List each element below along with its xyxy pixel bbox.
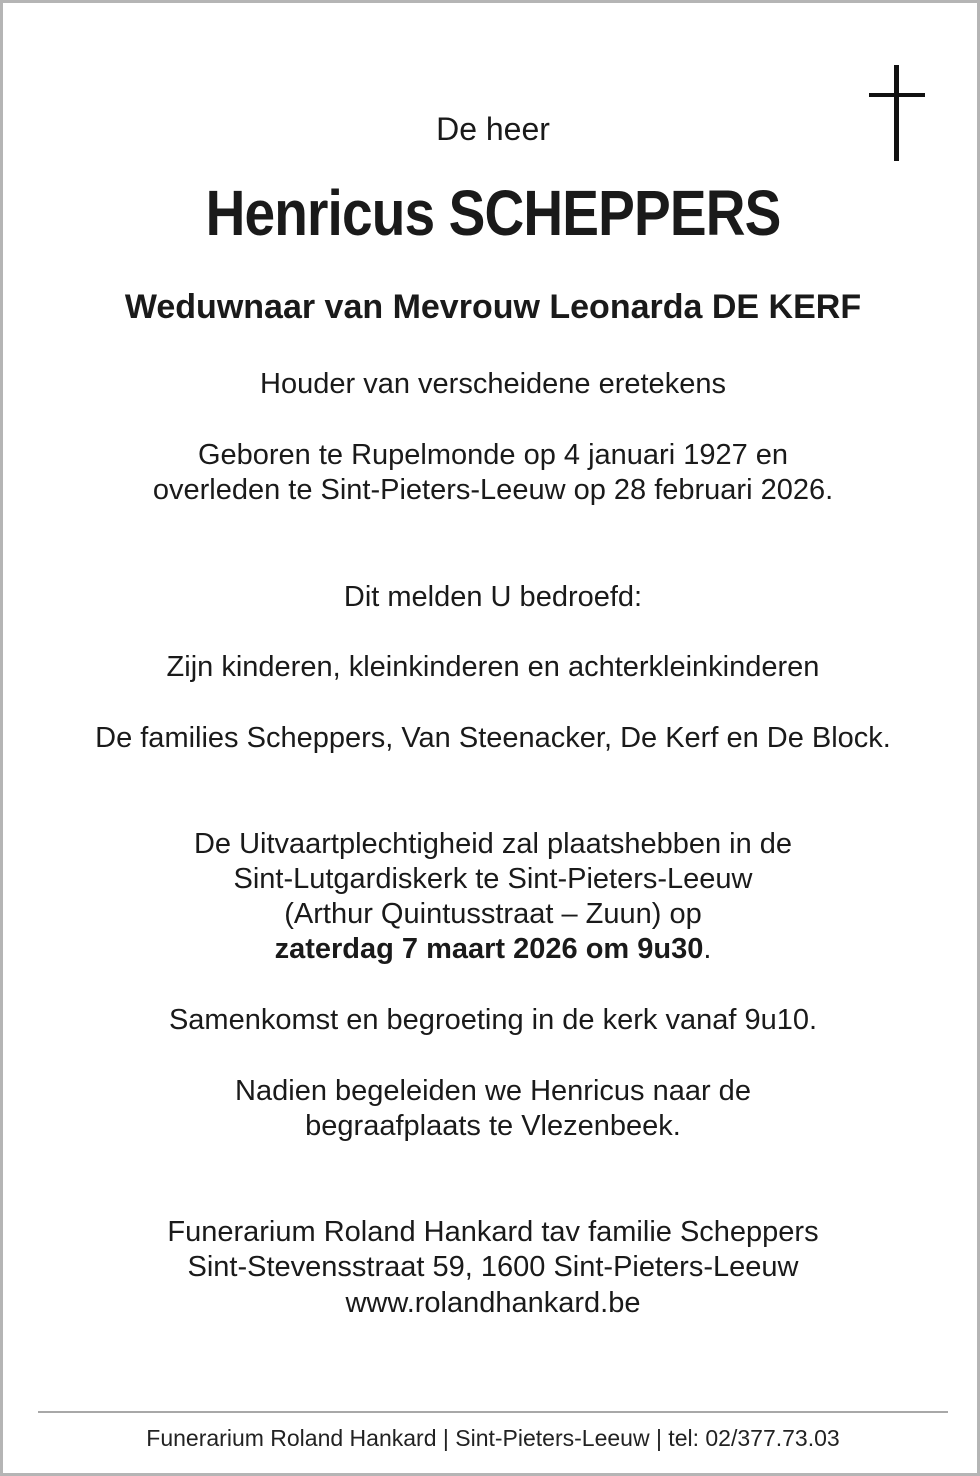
honors-line: Houder van verscheidene eretekens	[260, 368, 726, 400]
footer-divider	[38, 1411, 948, 1413]
footer-text: Funerarium Roland Hankard | Sint-Pieters-Leeuw | tel: 02/377.73.03	[146, 1425, 840, 1451]
funeral-date: zaterdag 7 maart 2026 om 9u30	[274, 933, 704, 965]
burial-line-2: begraafplaats te Vlezenbeek.	[305, 1110, 681, 1142]
families-line: De families Scheppers, Van Steenacker, De Kerf en De Block.	[95, 722, 891, 754]
burial-line-1: Nadien begeleiden we Henricus naar de	[235, 1075, 751, 1107]
funeral-date-suffix: .	[703, 933, 712, 965]
salutation: De heer	[436, 111, 550, 147]
deceased-name: Henricus SCHEPPERS	[205, 177, 781, 249]
contact-website: www.rolandhankard.be	[345, 1287, 641, 1319]
gathering-line: Samenkomst en begroeting in de kerk vanaf 9u10.	[168, 1004, 818, 1036]
funeral-date-line	[3, 935, 980, 964]
funeral-line-1: De Uitvaartplechtigheid zal plaatshebben in de	[193, 828, 793, 860]
funeral-line-3: (Arthur Quintusstraat – Zuun) op	[284, 898, 702, 930]
contact-line-2: Sint-Stevensstraat 59, 1600 Sint-Pieters-Leeuw	[187, 1251, 799, 1283]
children-line: Zijn kinderen, kleinkinderen en achterkleinkinderen	[166, 651, 820, 683]
contact-line-1: Funerarium Roland Hankard tav familie Scheppers	[167, 1216, 819, 1248]
widower-line: Weduwnaar van Mevrouw Leonarda DE KERF	[124, 288, 862, 326]
announce-line: Dit melden U bedroefd:	[343, 581, 643, 613]
funeral-line-2: Sint-Lutgardiskerk te Sint-Pieters-Leeuw	[233, 863, 753, 895]
born-line: Geboren te Rupelmonde op 4 januari 1927 en	[197, 439, 789, 471]
died-line: overleden te Sint-Pieters-Leeuw op 28 februari 2026.	[152, 474, 834, 506]
